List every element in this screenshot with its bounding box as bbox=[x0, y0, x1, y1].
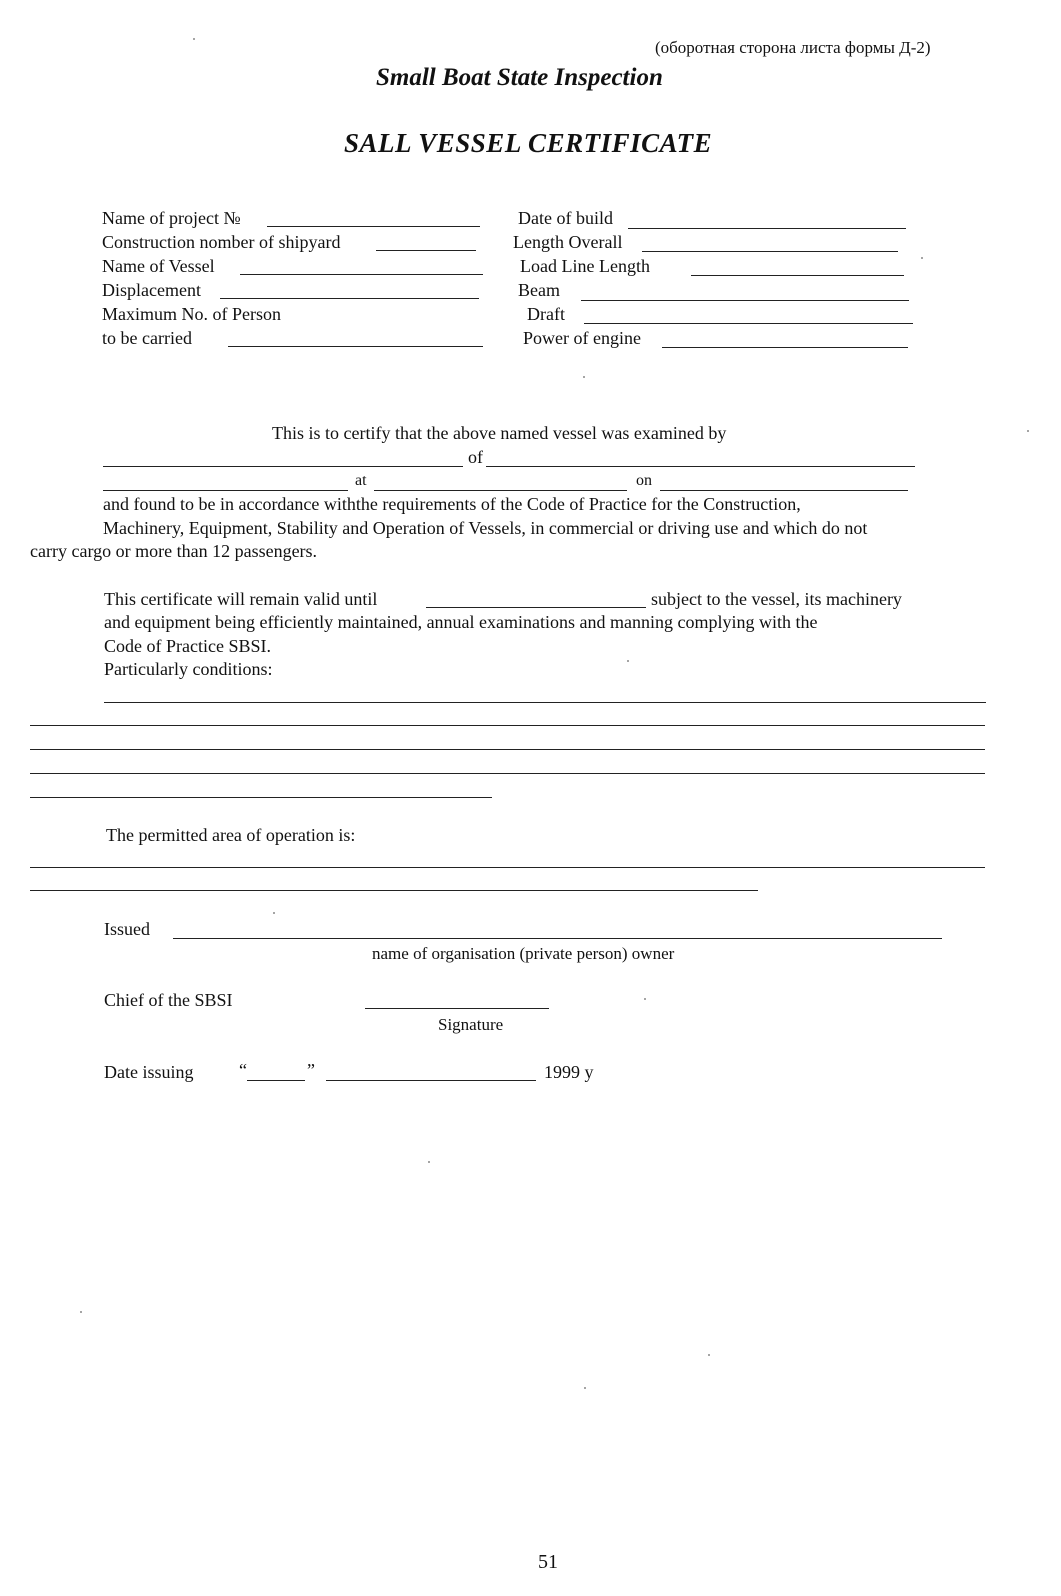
date-open-quote: “ bbox=[239, 1060, 247, 1080]
field-label-beam: Beam bbox=[518, 280, 560, 300]
field-line-length-overall[interactable] bbox=[642, 251, 898, 252]
form-sheet-note: (оборотная сторона листа формы Д-2) bbox=[655, 38, 931, 57]
scan-speck bbox=[583, 376, 585, 378]
field-label-load-line: Load Line Length bbox=[520, 256, 650, 276]
scan-speck bbox=[644, 998, 646, 1000]
area-label: The permitted area of operation is: bbox=[106, 825, 356, 845]
validity-text-3: Code of Practice SBSI. bbox=[104, 636, 271, 656]
validity-text-1a: This certificate will remain valid until bbox=[104, 589, 378, 609]
certify-intro: This is to certify that the above named vessel was examined by bbox=[272, 423, 727, 443]
signature-line[interactable] bbox=[365, 1008, 549, 1009]
signature-caption: Signature bbox=[438, 1015, 504, 1034]
validity-text-1b: subject to the vessel, its machinery bbox=[651, 589, 902, 609]
field-label-vessel: Name of Vessel bbox=[102, 256, 215, 276]
issued-caption: name of organisation (private person) owner bbox=[372, 944, 675, 963]
of-label: of bbox=[468, 447, 483, 467]
scan-speck bbox=[428, 1161, 430, 1163]
conditions-line-3[interactable] bbox=[30, 749, 985, 750]
field-line-construction[interactable] bbox=[376, 250, 476, 251]
conditions-label: Particularly conditions: bbox=[104, 659, 273, 679]
examiner-line[interactable] bbox=[103, 466, 463, 467]
field-line-power[interactable] bbox=[662, 347, 908, 348]
certificate-title: SALL VESSEL CERTIFICATE bbox=[344, 128, 713, 158]
page-title: Small Boat State Inspection bbox=[376, 64, 663, 91]
validity-text-2: and equipment being efficiently maintained, annual examinations and manning complying with the bbox=[104, 612, 818, 632]
field-label-construction: Construction nomber of shipyard bbox=[102, 232, 341, 252]
scan-speck bbox=[193, 38, 195, 40]
area-line-1[interactable] bbox=[30, 867, 985, 868]
field-line-vessel[interactable] bbox=[240, 274, 483, 275]
field-label-project: Name of project № bbox=[102, 208, 241, 228]
scan-speck bbox=[1027, 430, 1029, 432]
certify-text-3: carry cargo or more than 12 passengers. bbox=[30, 541, 318, 561]
certify-text-2: Machinery, Equipment, Stability and Operation of Vessels, in commercial or driving use and which do not bbox=[103, 518, 868, 538]
field-label-max-persons-cont: to be carried bbox=[102, 328, 192, 348]
conditions-line-2[interactable] bbox=[30, 725, 985, 726]
pre-at-line[interactable] bbox=[103, 490, 348, 491]
month-line[interactable] bbox=[326, 1080, 536, 1081]
field-line-max-persons[interactable] bbox=[228, 346, 483, 347]
conditions-line-5[interactable] bbox=[30, 797, 492, 798]
field-label-draft: Draft bbox=[527, 304, 565, 324]
certify-text-1: and found to be in accordance withthe requirements of the Code of Practice for the Construction, bbox=[103, 494, 801, 514]
valid-until-line[interactable] bbox=[426, 607, 646, 608]
year-label: 1999 y bbox=[544, 1062, 594, 1082]
issued-label: Issued bbox=[104, 919, 150, 939]
chief-label: Chief of the SBSI bbox=[104, 990, 233, 1010]
field-line-displacement[interactable] bbox=[220, 298, 479, 299]
conditions-line-1[interactable] bbox=[104, 702, 986, 703]
field-label-max-persons: Maximum No. of Person bbox=[102, 304, 281, 324]
area-line-2[interactable] bbox=[30, 890, 758, 891]
scan-speck bbox=[584, 1387, 586, 1389]
field-label-length-overall: Length Overall bbox=[513, 232, 623, 252]
field-line-beam[interactable] bbox=[581, 300, 909, 301]
at-label: at bbox=[355, 472, 367, 489]
conditions-line-4[interactable] bbox=[30, 773, 985, 774]
field-line-project[interactable] bbox=[267, 226, 480, 227]
scan-speck bbox=[273, 912, 275, 914]
scan-speck bbox=[627, 660, 629, 662]
field-label-power: Power of engine bbox=[523, 328, 641, 348]
scan-speck bbox=[921, 257, 923, 259]
day-line[interactable] bbox=[247, 1080, 305, 1081]
date-issuing-label: Date issuing bbox=[104, 1062, 194, 1082]
on-label: on bbox=[636, 472, 652, 489]
page-number: 51 bbox=[538, 1551, 558, 1573]
date-close-quote: ” bbox=[307, 1060, 315, 1080]
field-line-load-line[interactable] bbox=[691, 275, 904, 276]
issued-line[interactable] bbox=[173, 938, 942, 939]
on-line[interactable] bbox=[660, 490, 908, 491]
field-label-date-build: Date of build bbox=[518, 208, 613, 228]
scan-speck bbox=[708, 1354, 710, 1356]
field-label-displacement: Displacement bbox=[102, 280, 201, 300]
at-line[interactable] bbox=[374, 490, 627, 491]
scan-speck bbox=[80, 1311, 82, 1313]
field-line-draft[interactable] bbox=[584, 323, 913, 324]
of-line[interactable] bbox=[486, 466, 915, 467]
field-line-date-build[interactable] bbox=[628, 228, 906, 229]
